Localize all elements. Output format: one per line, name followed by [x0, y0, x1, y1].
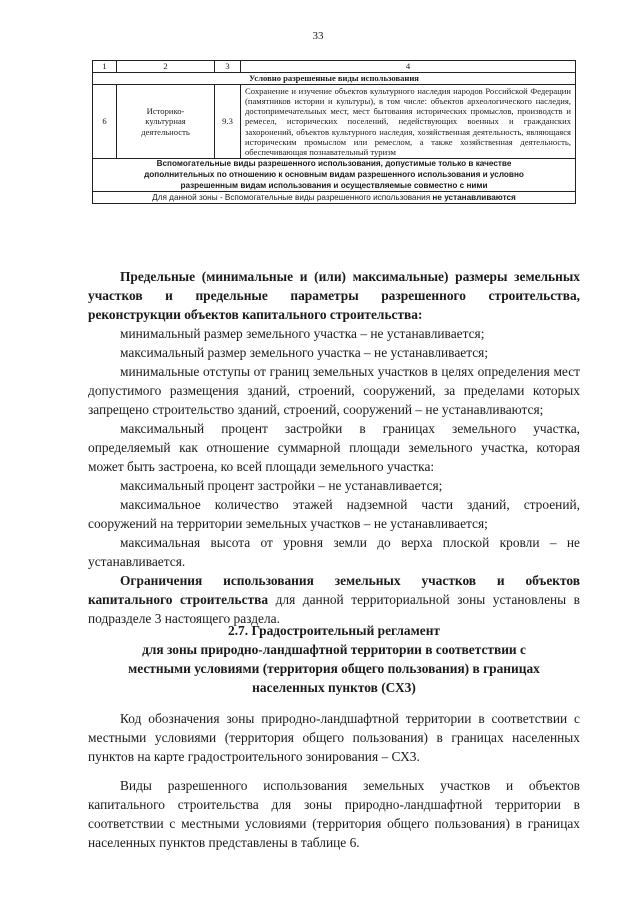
limit-item: минимальные отступы от границ земельных участков в целях определения мест допустимого размещения зданий, строений, сооружений, за пределами которых запрещено строительство зданий, строений, сооружений – не устанавливаются;: [88, 364, 580, 417]
table-section-row: [93, 73, 576, 85]
auxiliary-uses-label: [93, 158, 576, 191]
section-body: [88, 709, 580, 852]
section-paragraph: Код обозначения зоны природно-ландшафтной территории в соответствии с местными условиями (территория общего пользования) в границах населенных пунктов на карте градостроительного зонирования – СХ3.: [88, 711, 580, 764]
row-code: 9.3: [215, 85, 241, 159]
section-title-line: местными условиями (территория общего пользования) в границах: [128, 661, 540, 676]
limits-block: [88, 267, 580, 628]
limit-item: максимальное количество этажей надземной части зданий, строений, сооружений на территории земельных участков – не устанавливается;: [88, 497, 580, 531]
section-paragraph: Виды разрешенного использования земельных участков и объектов капитального строительства для зоны природно-ландшафтной территории в соответствии с местными условиями (территория общего пользования) в границах населенных пунктов представлены в таблице 6.: [88, 778, 580, 850]
row-use-name-line: Историко-: [146, 106, 185, 117]
land-use-table: [92, 60, 576, 204]
row-use-name: [117, 85, 215, 159]
limits-heading: Предельные (минимальные и (или) максимальные) размеры земельных участков и предельные параметры разрешенного строительства, реконструкции объектов капитального строительства:: [88, 269, 580, 322]
row-description: Сохранение и изучение объектов культурного наследия народов Российской Федерации (памятников истории и культуры), в том числе: объектов археологического наследия, достопримечательных мест, мест бытования исторических промыслов, производств и ремесел, исторических поселений, недействующих военных и гражданских захоронений, объектов культурного наследия, хозяйственная деятельность, являющаяся историческим промыслом или ремеслом, а также хозяйственная деятельность, обеспечивающая познавательный туризм: [241, 85, 576, 159]
limit-item: минимальный размер земельного участка – не устанавливается;: [120, 326, 485, 341]
section-title-line: населенных пунктов (СХ3): [252, 680, 416, 695]
zone-note-prefix: Для данной зоны - Вспомогательные виды разрешенного использования: [152, 193, 433, 203]
auxiliary-line: дополнительных по отношению к основным видам разрешенного использования и условно: [144, 169, 524, 179]
row-number: 6: [93, 85, 117, 159]
section-conditional-label: Условно разрешенные виды использования: [93, 73, 576, 85]
table-header-cell: 3: [215, 61, 241, 73]
page-number: 33: [312, 30, 324, 42]
table-header-cell: 4: [241, 61, 576, 73]
limit-item: максимальный размер земельного участка – не устанавливается;: [120, 345, 489, 360]
table-header-row: [93, 61, 576, 73]
section-title: [88, 621, 580, 697]
row-use-name-line: культурная: [145, 116, 186, 127]
restrictions-paragraph: [88, 571, 580, 628]
table-row: [93, 85, 576, 159]
table-header-cell: 2: [117, 61, 215, 73]
table-auxiliary-row: [93, 158, 576, 191]
zone-note: [93, 192, 576, 204]
row-use-name-line: деятельность: [141, 126, 190, 137]
table-header-cell: 1: [93, 61, 117, 73]
auxiliary-line: Вспомогательные виды разрешенного использования, допустимые только в качестве: [156, 158, 512, 168]
auxiliary-line: разрешенным видам использования и осуществляемые совместно с ними: [180, 180, 488, 190]
limit-item: максимальная высота от уровня земли до верха плоской кровли – не устанавливается.: [88, 535, 580, 569]
section-title-line: 2.7. Градостроительный регламент: [228, 623, 440, 638]
zone-note-bold: не устанавливаются: [432, 193, 516, 203]
limit-item: максимальный процент застройки – не устанавливается;: [120, 478, 443, 493]
section-title-line: для зоны природно-ландшафтной территории в соответствии с: [142, 642, 526, 657]
restrictions-bold: Ограничения использования земельных участков и объектов капитального строительства: [88, 573, 580, 607]
table-zone-note-row: [93, 192, 576, 204]
limit-item: максимальный процент застройки в границах земельного участка, определяемый как отношение суммарной площади земельного участка, которая может быть застроена, ко всей площади земельного участка:: [88, 421, 580, 474]
restrictions-rest: для данной территориальной зоны установлены в подразделе 3 настоящего раздела.: [88, 592, 581, 626]
